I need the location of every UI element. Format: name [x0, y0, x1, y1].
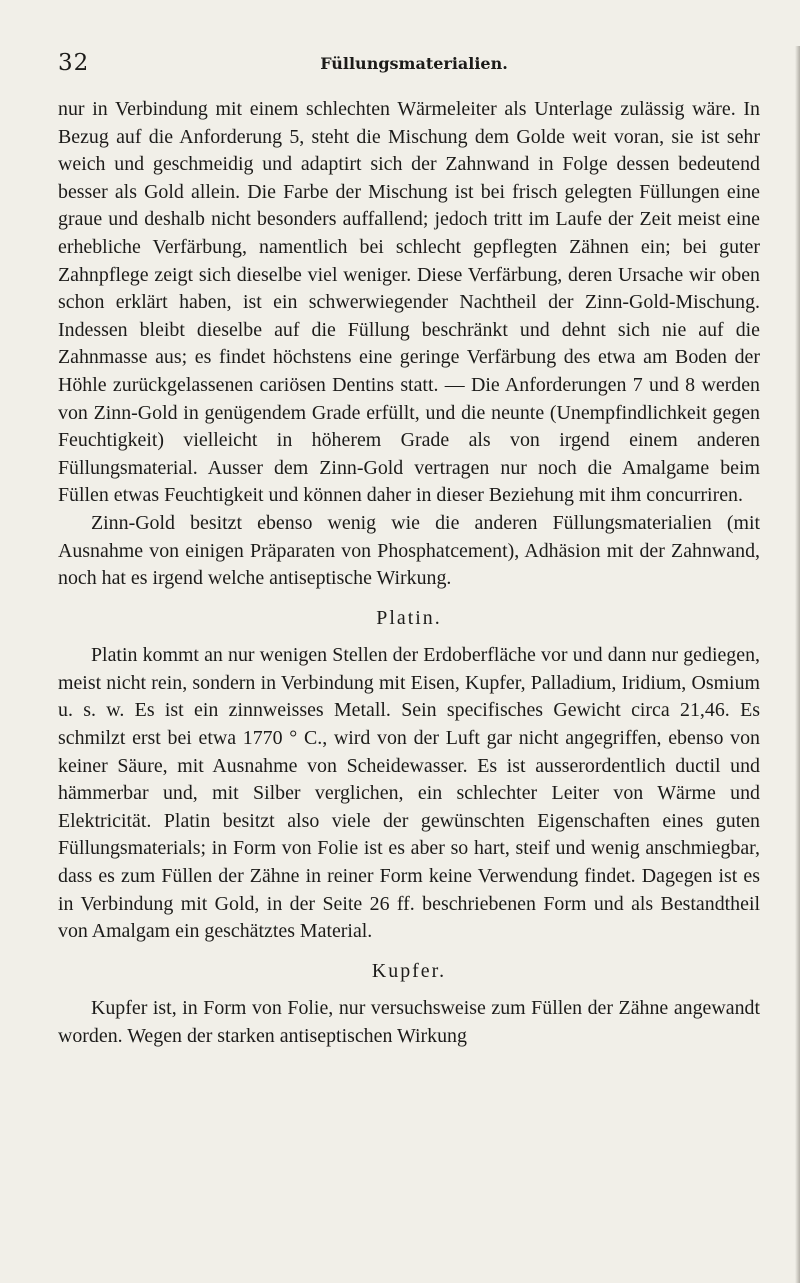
- paragraph-kupfer: Kupfer ist, in Form von Folie, nur versuchsweise zum Füllen der Zähne angewandt worden. Wegen der starken antiseptischen Wirkung: [58, 997, 760, 1047]
- running-title: Füllungsmaterialien.: [320, 54, 508, 73]
- section-title-platin: Platin.: [376, 606, 442, 629]
- page-number: 32: [58, 50, 90, 76]
- paragraph-zinn-gold: Zinn-Gold besitzt ebenso wenig wie die anderen Füllungsmaterialien (mit Ausnahme von einigen Präparaten von Phosphatcement), Adhäsion mit der Zahnwand, noch hat es irgend welche antiseptische Wirkung.: [58, 511, 760, 590]
- paragraph-continuation: nur in Verbindung mit einem schlechten Wärmeleiter als Unterlage zulässig wäre. In Bezug auf die Anforderung 5, steht die Mischung dem Golde weit voran, sie ist sehr weich und geschmeidig und adaptirt sich der Zahnwand in Folge dessen bedeutend besser als Gold allein. Die Farbe der Mischung ist bei frisch gelegten Füllungen eine graue und deshalb nicht besonders auffallend; jedoch tritt im Laufe der Zeit meist eine erhebliche Verfärbung, namentlich bei schlecht gepflegten Zähnen ein; bei guter Zahnpflege zeigt sich dieselbe viel weniger. Diese Verfärbung, deren Ursache wir oben schon erklärt haben, ist ein schwerwiegender Nachtheil der Zinn-Gold-Mischung. Indessen bleibt dieselbe auf die Füllung beschränkt und dehnt sich nie auf die Zahnmasse aus; es findet höchstens eine geringe Verfärbung des etwa am Boden der Höhle zurückgelassenen cariösen Dentins statt. — Die Anforderungen 7 und 8 werden von Zinn-Gold in genügendem Grade erfüllt, und die neunte (Unempfindlichkeit gegen Feuchtigkeit) vielleicht in höherem Grade als von irgend einem anderen Füllungsmaterial. Ausser dem Zinn-Gold vertragen nur noch die Amalgame beim Füllen etwas Feuchtigkeit und können daher in dieser Beziehung mit ihm concurriren.: [58, 98, 760, 507]
- book-page: [0, 46, 800, 1283]
- page-body: [58, 96, 760, 1051]
- paragraph-platin: Platin kommt an nur wenigen Stellen der Erdoberfläche vor und dann nur gediegen, meist nicht rein, sondern in Verbindung mit Eisen, Kupfer, Palladium, Iridium, Osmium u. s. w. Es ist ein zinnweisses Metall. Sein specifisches Gewicht circa 21,46. Es schmilzt erst bei etwa 1770 ° C., wird von der Luft gar nicht angegriffen, ebenso von keiner Säure, mit Ausnahme von Scheidewasser. Es ist ausserordentlich ductil und hämmerbar und, mit Silber verglichen, ein schlechter Leiter von Wärme und Elektricität. Platin besitzt also viele der gewünschten Eigenschaften eines guten Füllungsmaterials; in Form von Folie ist es aber so hart, steif und wenig anschmiegbar, dass es zum Füllen der Zähne in reiner Form keine Verwendung findet. Dagegen ist es in Verbindung mit Gold, in der Seite 26 ff. beschriebenen Form und als Bestandtheil von Amalgam ein geschätztes Material.: [58, 644, 760, 943]
- page-edge-shadow: [795, 46, 800, 1283]
- section-title-kupfer: Kupfer.: [371, 959, 447, 982]
- page-header: [58, 46, 760, 86]
